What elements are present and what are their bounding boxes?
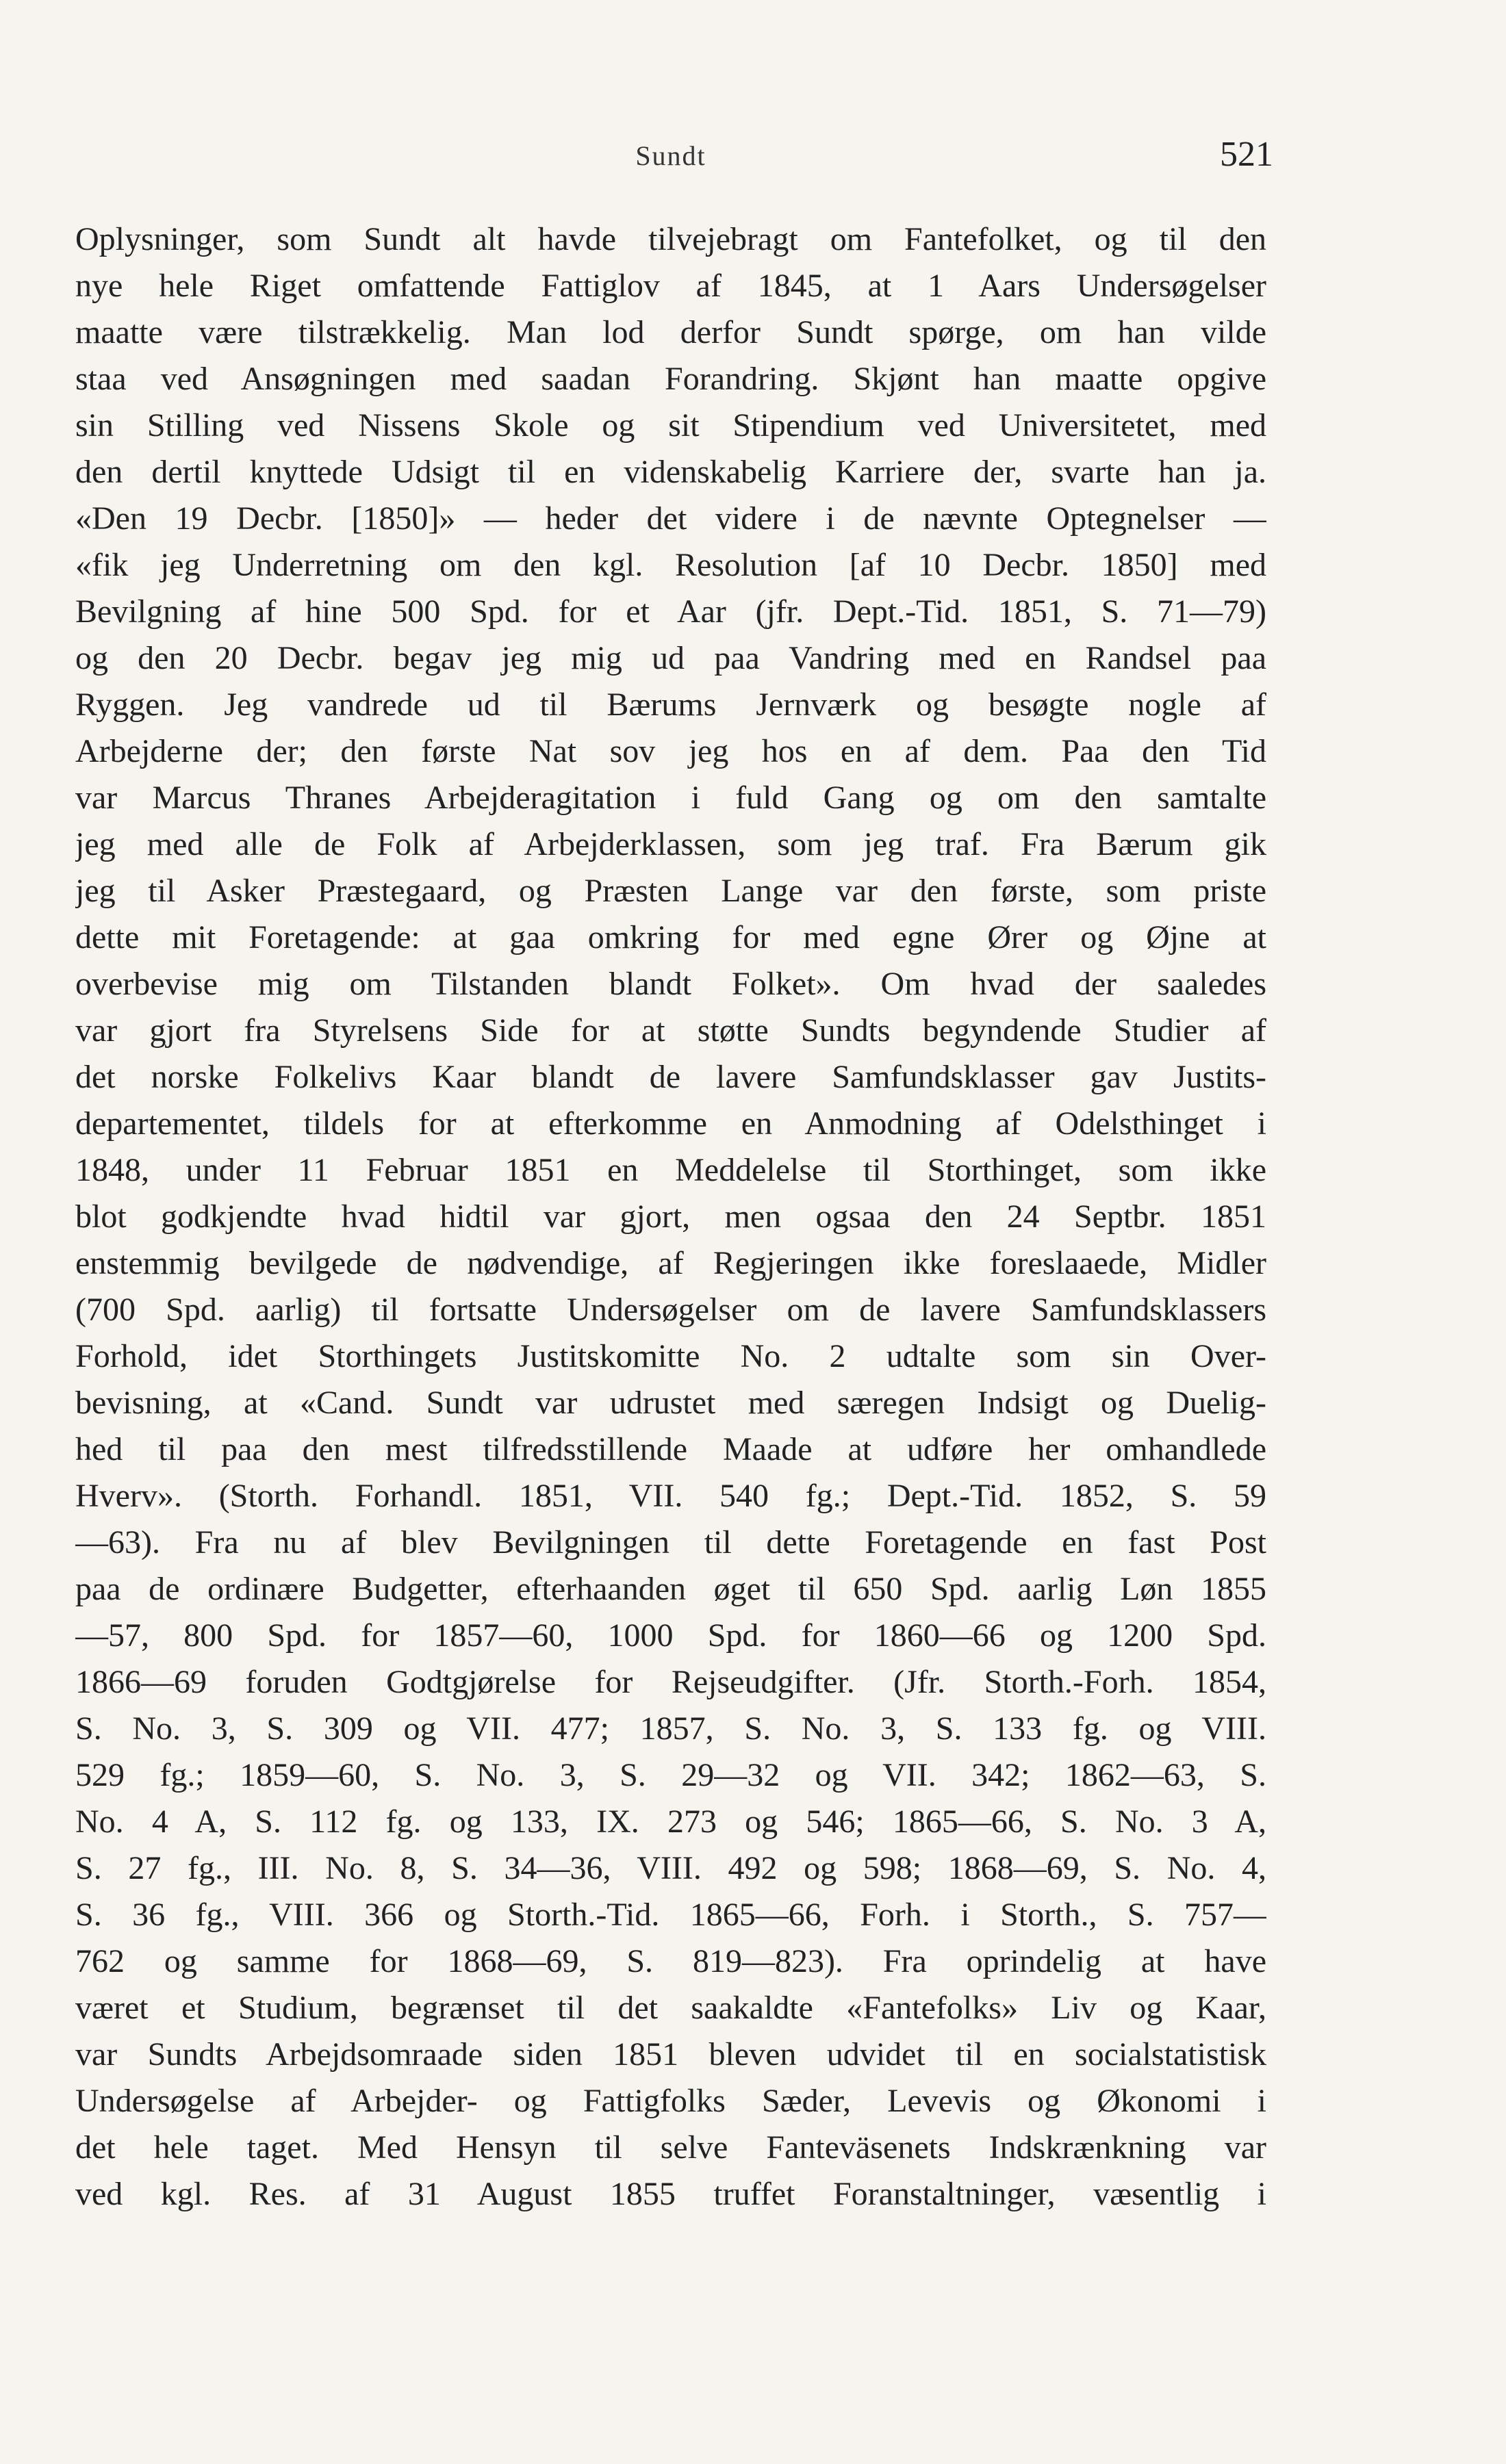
text-line: sin Stilling ved Nissens Skole og sit Stipendium ved Universitetet, med: [75, 407, 1266, 444]
text-line: «fik jeg Underretning om den kgl. Resolution [af 10 Decbr. 1850] med: [75, 547, 1266, 583]
text-line: staa ved Ansøgningen med saadan Forandring. Skjønt han maatte opgive: [75, 361, 1266, 397]
text-line: var Sundts Arbejdsomraade siden 1851 bleven udvidet til en socialstatistisk: [75, 2036, 1266, 2072]
text-line: jeg med alle de Folk af Arbejderklassen, som jeg traf. Fra Bærum gik: [75, 826, 1266, 862]
text-line: det norske Folkelivs Kaar blandt de lavere Samfundsklasser gav Justits-: [75, 1059, 1266, 1095]
text-line: —63). Fra nu af blev Bevilgningen til dette Foretagende en fast Post: [75, 1524, 1266, 1561]
text-line: Hverv». (Storth. Forhandl. 1851, VII. 540 fg.; Dept.-Tid. 1852, S. 59: [75, 1478, 1266, 1514]
text-line: maatte være tilstrækkelig. Man lod derfor Sundt spørge, om han vilde: [75, 314, 1266, 350]
text-line: (700 Spd. aarlig) til fortsatte Undersøgelser om de lavere Samfundsklassers: [75, 1292, 1266, 1328]
text-line: S. 27 fg., III. No. 8, S. 34—36, VIII. 492 og 598; 1868—69, S. No. 4,: [75, 1850, 1266, 1886]
text-line: nye hele Riget omfattende Fattiglov af 1845, at 1 Aars Undersøgelser: [75, 268, 1266, 304]
text-line: —57, 800 Spd. for 1857—60, 1000 Spd. for 1860—66 og 1200 Spd.: [75, 1617, 1266, 1654]
running-head: Sundt: [635, 140, 706, 171]
page-header: [75, 134, 1273, 175]
text-line: enstemmig bevilgede de nødvendige, af Regjeringen ikke foreslaaede, Midler: [75, 1245, 1266, 1281]
text-line: No. 4 A, S. 112 fg. og 133, IX. 273 og 546; 1865—66, S. No. 3 A,: [75, 1804, 1266, 1840]
text-line: 529 fg.; 1859—60, S. No. 3, S. 29—32 og VII. 342; 1862—63, S.: [75, 1757, 1266, 1793]
text-line: Oplysninger, som Sundt alt havde tilvejebragt om Fantefolket, og til den: [75, 221, 1266, 257]
page-number: 521: [1220, 135, 1273, 174]
text-line: «Den 19 Decbr. [1850]» — heder det videre i de nævnte Optegnelser —: [75, 500, 1266, 537]
text-line: departementet, tildels for at efterkomme en Anmodning af Odelsthinget i: [75, 1105, 1266, 1142]
text-line: blot godkjendte hvad hidtil var gjort, men ogsaa den 24 Septbr. 1851: [75, 1198, 1266, 1235]
body-text: [75, 216, 1266, 2218]
text-line: Arbejderne der; den første Nat sov jeg hos en af dem. Paa den Tid: [75, 733, 1266, 769]
text-line: 1866—69 foruden Godtgjørelse for Rejseudgifter. (Jfr. Storth.-Forh. 1854,: [75, 1664, 1266, 1700]
text-line: 762 og samme for 1868—69, S. 819—823). Fra oprindelig at have: [75, 1943, 1266, 1979]
text-line: den dertil knyttede Udsigt til en videnskabelig Karriere der, svarte han ja.: [75, 454, 1266, 490]
text-line: var Marcus Thranes Arbejderagitation i fuld Gang og om den samtalte: [75, 780, 1266, 816]
text-line: bevisning, at «Cand. Sundt var udrustet med særegen Indsigt og Duelig-: [75, 1385, 1266, 1421]
text-line: Ryggen. Jeg vandrede ud til Bærums Jernværk og besøgte nogle af: [75, 686, 1266, 723]
text-line: S. No. 3, S. 309 og VII. 477; 1857, S. No. 3, S. 133 fg. og VIII.: [75, 1710, 1266, 1747]
text-line: dette mit Foretagende: at gaa omkring for med egne Ører og Øjne at: [75, 919, 1266, 955]
text-line: Undersøgelse af Arbejder- og Fattigfolks Sæder, Levevis og Økonomi i: [75, 2083, 1266, 2119]
text-line: og den 20 Decbr. begav jeg mig ud paa Vandring med en Randsel paa: [75, 640, 1266, 676]
text-line: Bevilgning af hine 500 Spd. for et Aar (jfr. Dept.-Tid. 1851, S. 71—79): [75, 593, 1266, 630]
text-line: hed til paa den mest tilfredsstillende Maade at udføre her omhandlede: [75, 1431, 1266, 1467]
text-line: været et Studium, begrænset til det saakaldte «Fantefolks» Liv og Kaar,: [75, 1990, 1266, 2026]
text-line: var gjort fra Styrelsens Side for at støtte Sundts begyndende Studier af: [75, 1012, 1266, 1049]
text-line: jeg til Asker Præstegaard, og Præsten Lange var den første, som priste: [75, 873, 1266, 909]
text-line: ved kgl. Res. af 31 August 1855 truffet Foranstaltninger, væsentlig i: [75, 2176, 1266, 2212]
text-line: Forhold, idet Storthingets Justitskomitte No. 2 udtalte som sin Over-: [75, 1338, 1266, 1374]
text-line: paa de ordinære Budgetter, efterhaanden øget til 650 Spd. aarlig Løn 1855: [75, 1571, 1266, 1607]
text-line: overbevise mig om Tilstanden blandt Folket». Om hvad der saaledes: [75, 966, 1266, 1002]
text-line: det hele taget. Med Hensyn til selve Fanteväsenets Indskrænkning var: [75, 2129, 1266, 2166]
text-line: 1848, under 11 Februar 1851 en Meddelelse til Storthinget, som ikke: [75, 1152, 1266, 1188]
text-line: S. 36 fg., VIII. 366 og Storth.-Tid. 1865—66, Forh. i Storth., S. 757—: [75, 1897, 1266, 1933]
